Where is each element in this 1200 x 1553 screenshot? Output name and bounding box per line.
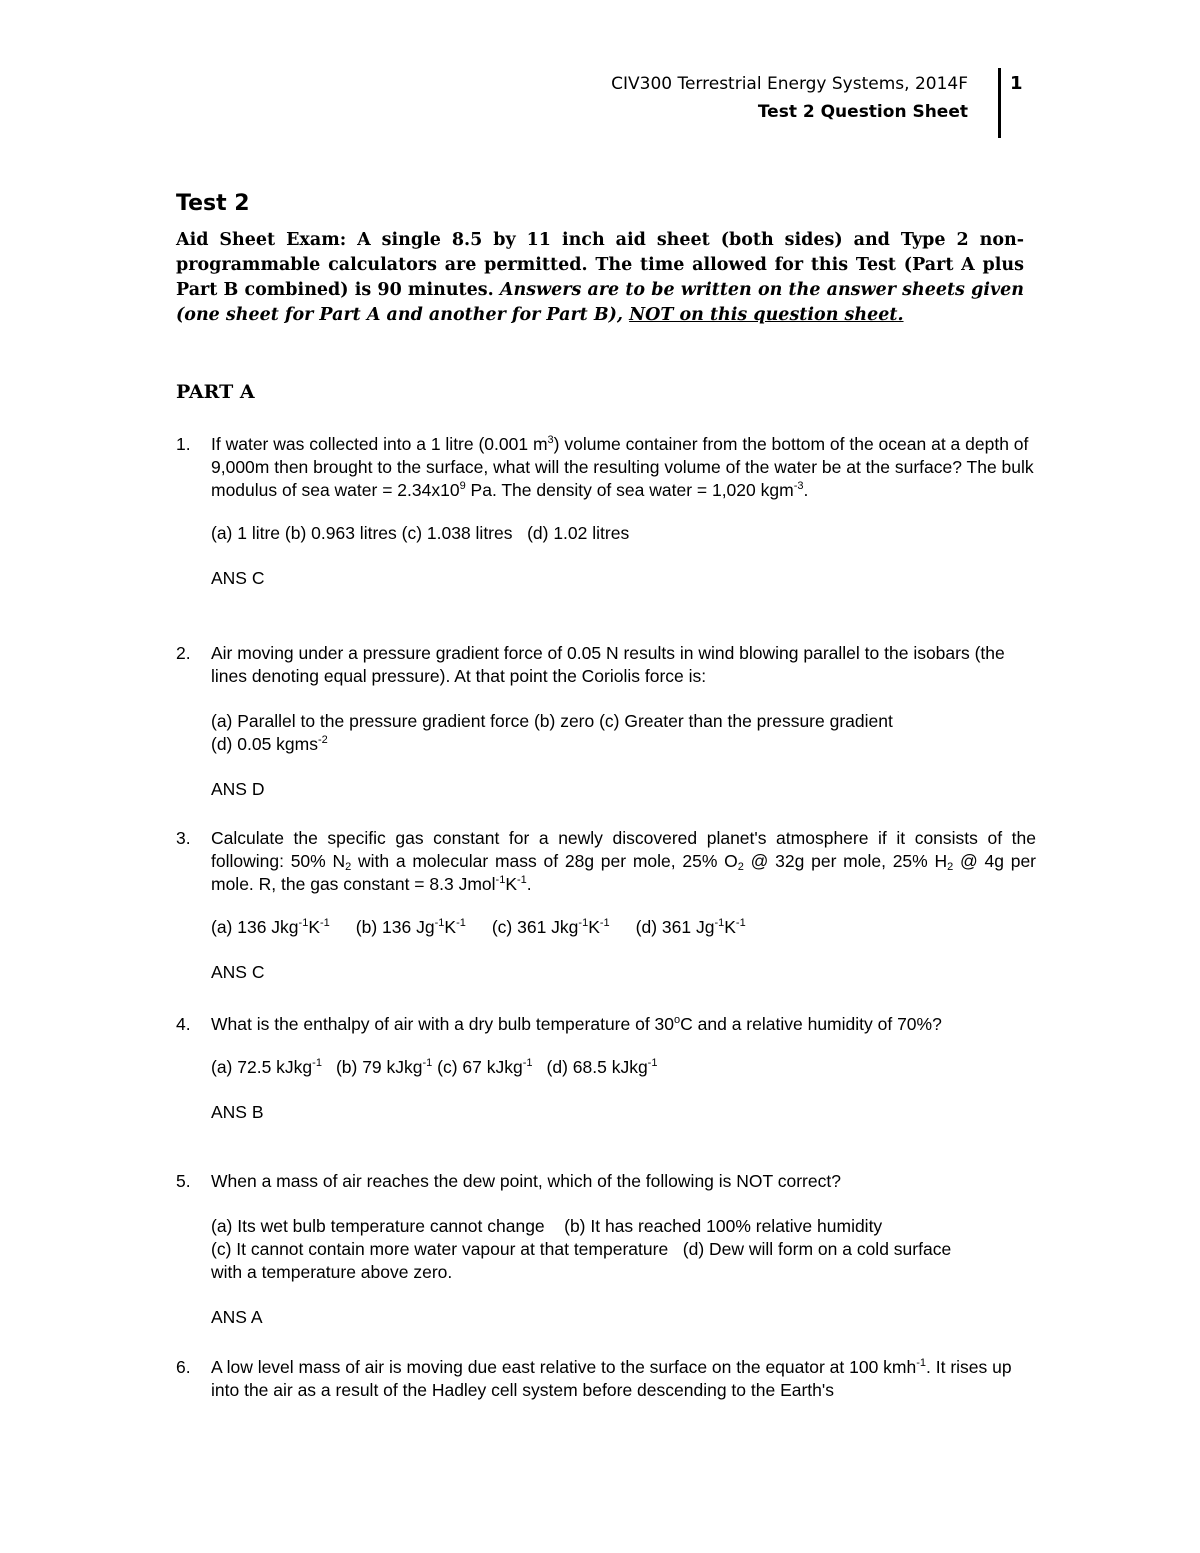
- option-a: (a) 72.5 kJkg: [211, 1057, 313, 1077]
- superscript: 9: [459, 480, 466, 492]
- instructions-main: Aid Sheet Exam: A single 8.5 by 11 inch aid sheet (both sides) and Type 2 non-programmable calculators are permitted. The time allowed for this Test (Part A plus Part B combined) is 90 minutes.: [176, 230, 1024, 300]
- text-run: Calculate the specific gas constant for a newly discovered planet's atmosphere if it consists of the following: 50% N: [211, 828, 1036, 871]
- question-text: [211, 1356, 1036, 1402]
- instructions-underlined: NOT on this question sheet.: [629, 305, 904, 325]
- superscript: -1: [916, 1357, 927, 1369]
- question-1: [176, 433, 1036, 590]
- text-run: K: [308, 917, 321, 937]
- question-number: 1.: [176, 434, 191, 454]
- option-b: (b) 136 Jg: [355, 917, 435, 937]
- sheet-title: Test 2 Question Sheet: [757, 102, 968, 122]
- text-run: . It rises up into the air as a result of the Hadley cell system before descending to the Earth's: [211, 1357, 1012, 1400]
- subscript: 2: [947, 861, 954, 873]
- text-run: If water was collected into a 1 litre (0.001 m: [211, 434, 548, 454]
- question-number: 5.: [176, 1171, 191, 1191]
- superscript: 3: [547, 434, 554, 446]
- superscript: -1: [599, 917, 610, 929]
- options-line: (c) It cannot contain more water vapour at that temperature (d) Dew will form on a cold surface with a temperature above zero.: [211, 1239, 957, 1282]
- option-c: (c) 67 kJkg: [437, 1057, 523, 1077]
- answer-key: ANS B: [211, 1102, 264, 1122]
- text-run: @ 4g per mole. R, the gas constant = 8.3 Jmol: [211, 851, 1037, 894]
- text-run: @ 32g per mole, 25% H: [743, 851, 948, 871]
- course-title: CIV300 Terrestrial Energy Systems, 2014F: [611, 74, 968, 94]
- option-d: (d) 68.5 kJkg: [546, 1057, 648, 1077]
- answer-key: ANS C: [211, 568, 265, 588]
- answer-options: [211, 1056, 1036, 1079]
- superscript: -2: [317, 734, 328, 746]
- options-line: (a) Parallel to the pressure gradient force (b) zero (c) Greater than the pressure gradient: [211, 711, 893, 731]
- superscript: -1: [298, 917, 309, 929]
- text-run: K: [588, 917, 600, 937]
- text-run: K: [724, 917, 736, 937]
- subscript: 2: [345, 861, 352, 873]
- superscript: -1: [312, 1057, 322, 1069]
- superscript: -1: [522, 1057, 533, 1069]
- option-c: (c) 361 Jkg: [491, 917, 579, 937]
- superscript: -1: [456, 917, 466, 929]
- question-4: [176, 1013, 1036, 1124]
- question-number: 3.: [176, 828, 191, 848]
- option-d: (d) 361 Jg: [635, 917, 715, 937]
- option-b: (b) 79 kJkg: [335, 1057, 423, 1077]
- question-text: When a mass of air reaches the dew point, which of the following is NOT correct?: [211, 1171, 841, 1191]
- text-run: (d) 0.05 kgms: [211, 734, 318, 754]
- instructions-italic: Answers are to be written on the answer sheets given (one sheet for Part A and another for Part B),: [176, 280, 1024, 325]
- superscript: -1: [714, 917, 725, 929]
- superscript: -1: [495, 874, 506, 886]
- question-text: [211, 433, 1036, 502]
- test-title: Test 2: [176, 191, 250, 216]
- text-run: Pa. The density of sea water = 1,020 kgm: [465, 480, 794, 500]
- question-number: 2.: [176, 643, 191, 663]
- question-5: [176, 1170, 1036, 1329]
- superscript: -1: [320, 917, 330, 929]
- text-run: K: [444, 917, 457, 937]
- instructions: [176, 228, 1024, 328]
- answer-options: [211, 916, 1036, 939]
- header-divider: [998, 68, 1001, 138]
- text-run: What is the enthalpy of air with a dry bulb temperature of 30: [211, 1014, 675, 1034]
- question-number: 6.: [176, 1357, 191, 1377]
- superscript: -1: [434, 917, 445, 929]
- answer-options: [211, 710, 1036, 756]
- question-3: [176, 827, 1036, 984]
- question-6: [176, 1356, 1036, 1402]
- answer-options: [211, 1215, 981, 1284]
- text-run: C and a relative humidity of 70%?: [680, 1014, 942, 1034]
- subscript: 2: [737, 861, 744, 873]
- question-number: 4.: [176, 1014, 191, 1034]
- answer-key: ANS A: [211, 1307, 263, 1327]
- text-run: ) volume container from the bottom of the ocean at a depth of 9,000m then brought to the surface, what will the resulting volume of the water be at the surface? The bulk modulus of sea water = 2.34x10: [211, 434, 1034, 500]
- superscript: -1: [517, 874, 527, 886]
- superscript: -1: [422, 1057, 433, 1069]
- question-text: Air moving under a pressure gradient force of 0.05 N results in wind blowing parallel to the isobars (the lines denoting equal pressure). At that point the Coriolis force is:: [211, 643, 1005, 686]
- options-line: [211, 733, 1036, 756]
- superscript: -1: [735, 917, 746, 929]
- answer-options: (a) 1 litre (b) 0.963 litres (c) 1.038 litres (d) 1.02 litres: [211, 523, 630, 543]
- text-run: .: [526, 874, 532, 894]
- text-run: with a molecular mass of 28g per mole, 25% O: [351, 851, 738, 871]
- part-a-heading: PART A: [176, 381, 255, 403]
- degree-symbol: o: [674, 1014, 681, 1026]
- text-run: K: [505, 874, 517, 894]
- text-run: A low level mass of air is moving due east relative to the surface on the equator at 100 kmh: [211, 1357, 917, 1377]
- option-a: (a) 136 Jkg: [211, 917, 299, 937]
- options-line: (a) Its wet bulb temperature cannot change (b) It has reached 100% relative humidity: [211, 1216, 883, 1236]
- superscript: -1: [578, 917, 589, 929]
- answer-key: ANS D: [211, 779, 265, 799]
- page-number: 1: [1010, 73, 1023, 94]
- superscript: -3: [793, 480, 804, 492]
- question-2: [176, 642, 1036, 801]
- question-text: [211, 827, 1036, 896]
- page-header: [611, 70, 968, 126]
- superscript: -1: [647, 1057, 658, 1069]
- answer-key: ANS C: [211, 962, 265, 982]
- text-run: .: [803, 480, 809, 500]
- question-text: [211, 1013, 1036, 1036]
